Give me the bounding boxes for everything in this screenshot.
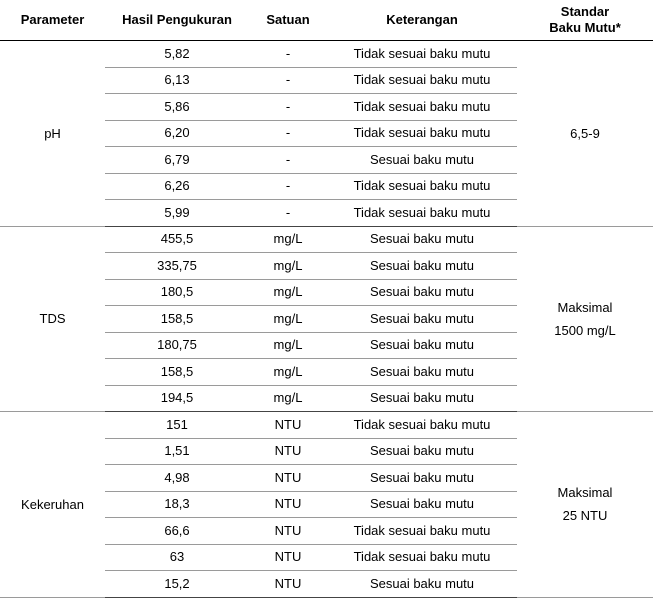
satuan-cell: NTU [249, 412, 327, 439]
header-parameter: Parameter [0, 0, 105, 41]
keterangan-cell: Tidak sesuai baku mutu [327, 41, 517, 68]
keterangan-cell: Sesuai baku mutu [327, 253, 517, 280]
satuan-cell: - [249, 147, 327, 174]
hasil-cell: 4,98 [105, 465, 249, 492]
satuan-cell: mg/L [249, 279, 327, 306]
hasil-cell: 194,5 [105, 385, 249, 412]
keterangan-cell: Tidak sesuai baku mutu [327, 173, 517, 200]
keterangan-cell: Tidak sesuai baku mutu [327, 518, 517, 545]
hasil-cell: 158,5 [105, 359, 249, 386]
keterangan-cell: Sesuai baku mutu [327, 279, 517, 306]
header-standar-line2: Baku Mutu* [549, 20, 621, 35]
satuan-cell: NTU [249, 544, 327, 571]
keterangan-cell: Sesuai baku mutu [327, 571, 517, 598]
keterangan-cell: Tidak sesuai baku mutu [327, 544, 517, 571]
keterangan-cell: Tidak sesuai baku mutu [327, 94, 517, 121]
keterangan-cell: Tidak sesuai baku mutu [327, 67, 517, 94]
standar-cell [517, 41, 653, 227]
standar-line2: 25 NTU [562, 508, 608, 524]
satuan-cell: mg/L [249, 306, 327, 333]
hasil-cell: 180,75 [105, 332, 249, 359]
satuan-cell: mg/L [249, 253, 327, 280]
hasil-cell: 15,2 [105, 571, 249, 598]
satuan-cell: - [249, 200, 327, 227]
hasil-cell: 151 [105, 412, 249, 439]
keterangan-cell: Sesuai baku mutu [327, 385, 517, 412]
satuan-cell: NTU [249, 491, 327, 518]
satuan-cell: NTU [249, 465, 327, 492]
hasil-cell: 6,79 [105, 147, 249, 174]
table-row [0, 226, 653, 253]
satuan-cell: mg/L [249, 359, 327, 386]
parameter-cell: TDS [0, 226, 105, 412]
hasil-cell: 1,51 [105, 438, 249, 465]
satuan-cell: NTU [249, 518, 327, 545]
hasil-cell: 5,99 [105, 200, 249, 227]
satuan-cell: NTU [249, 438, 327, 465]
hasil-cell: 66,6 [105, 518, 249, 545]
hasil-cell: 63 [105, 544, 249, 571]
header-keterangan: Keterangan [327, 0, 517, 41]
header-hasil-pengukuran: Hasil Pengukuran [105, 0, 249, 41]
table-row [0, 412, 653, 439]
table-body [0, 41, 653, 598]
keterangan-cell: Sesuai baku mutu [327, 306, 517, 333]
standar-line1: 6,5-9 [570, 125, 600, 141]
header-standar-baku-mutu [517, 0, 653, 41]
hasil-cell: 158,5 [105, 306, 249, 333]
parameter-cell: pH [0, 41, 105, 227]
keterangan-cell: Tidak sesuai baku mutu [327, 412, 517, 439]
hasil-cell: 6,20 [105, 120, 249, 147]
hasil-cell: 6,13 [105, 67, 249, 94]
standar-line1: Maksimal [557, 485, 613, 501]
hasil-cell: 180,5 [105, 279, 249, 306]
hasil-cell: 5,86 [105, 94, 249, 121]
header-satuan: Satuan [249, 0, 327, 41]
satuan-cell: mg/L [249, 226, 327, 253]
hasil-cell: 6,26 [105, 173, 249, 200]
keterangan-cell: Sesuai baku mutu [327, 465, 517, 492]
satuan-cell: - [249, 41, 327, 68]
standar-line1: Maksimal [557, 299, 613, 315]
keterangan-cell: Sesuai baku mutu [327, 359, 517, 386]
keterangan-cell: Sesuai baku mutu [327, 438, 517, 465]
keterangan-cell: Sesuai baku mutu [327, 332, 517, 359]
parameter-cell: Kekeruhan [0, 412, 105, 598]
satuan-cell: mg/L [249, 385, 327, 412]
satuan-cell: - [249, 120, 327, 147]
satuan-cell: - [249, 67, 327, 94]
hasil-cell: 5,82 [105, 41, 249, 68]
satuan-cell: - [249, 173, 327, 200]
keterangan-cell: Sesuai baku mutu [327, 226, 517, 253]
keterangan-cell: Tidak sesuai baku mutu [327, 120, 517, 147]
hasil-cell: 455,5 [105, 226, 249, 253]
standar-cell [517, 412, 653, 598]
table-row [0, 41, 653, 68]
keterangan-cell: Tidak sesuai baku mutu [327, 200, 517, 227]
hasil-cell: 18,3 [105, 491, 249, 518]
keterangan-cell: Sesuai baku mutu [327, 491, 517, 518]
standar-cell [517, 226, 653, 412]
satuan-cell: - [249, 94, 327, 121]
hasil-cell: 335,75 [105, 253, 249, 280]
header-row [0, 0, 653, 41]
satuan-cell: NTU [249, 571, 327, 598]
header-standar-line1: Standar [560, 4, 610, 19]
standar-line2: 1500 mg/L [554, 322, 616, 338]
keterangan-cell: Sesuai baku mutu [327, 147, 517, 174]
satuan-cell: mg/L [249, 332, 327, 359]
